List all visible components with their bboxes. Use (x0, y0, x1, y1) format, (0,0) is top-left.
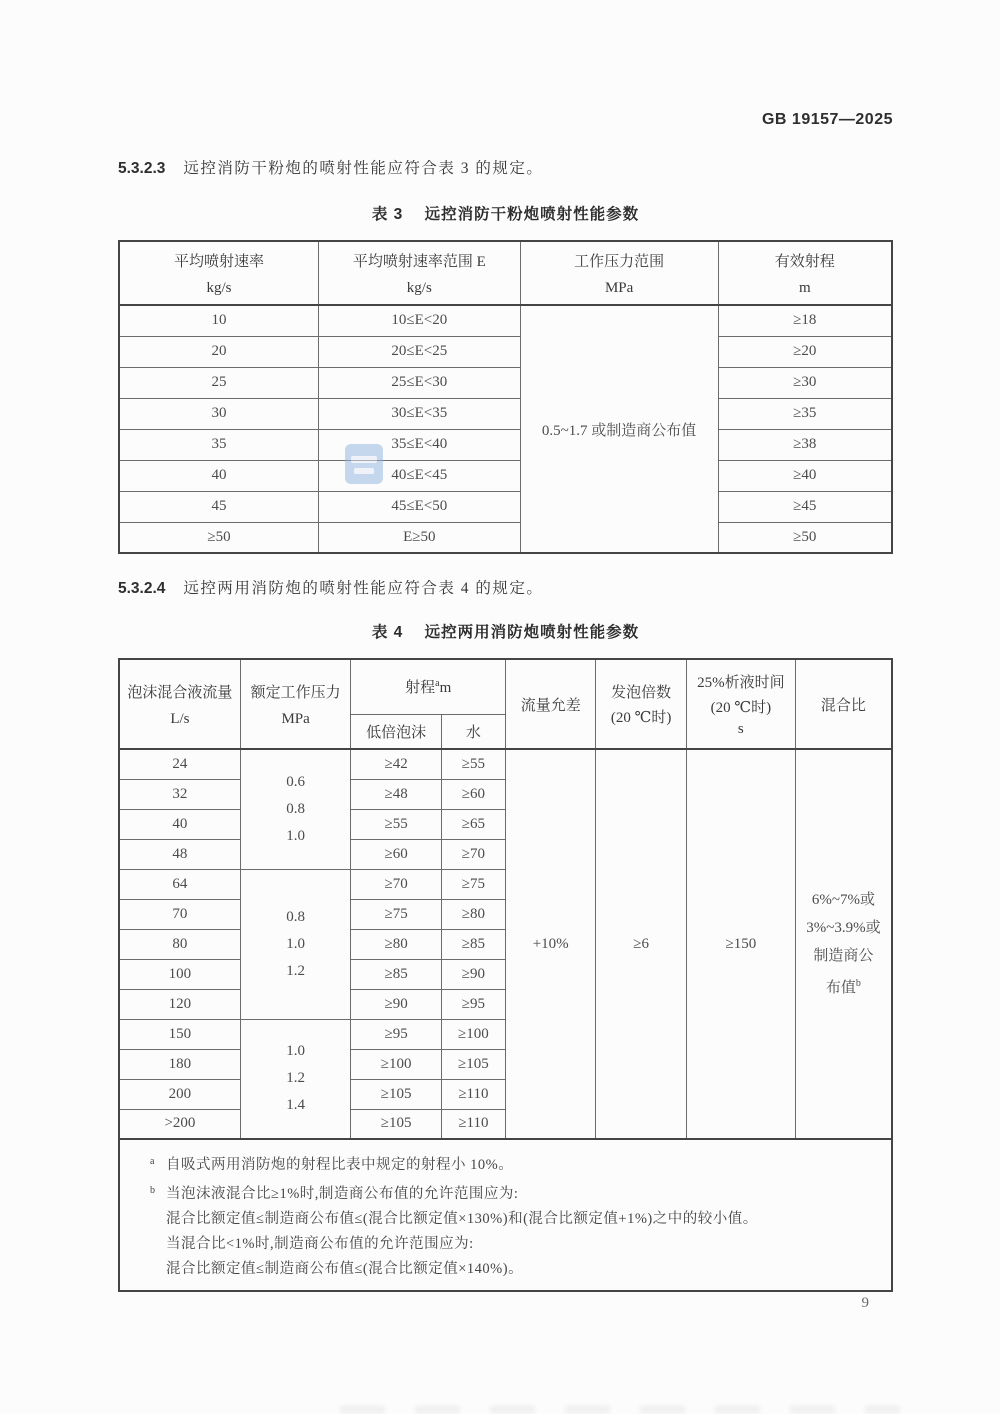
table-cell: 45≤E<50 (318, 491, 520, 522)
table-cell: 64 (119, 869, 240, 899)
table4-tolerance-merged-cell: +10% (505, 749, 595, 1139)
table4-drainage-merged-cell: ≥150 (686, 749, 795, 1139)
table4-pressure-group-2: 0.8 1.0 1.2 (240, 869, 351, 1019)
table-row (119, 491, 892, 522)
table-cell: ≥110 (441, 1109, 505, 1139)
table-cell: 20≤E<25 (318, 336, 520, 367)
table3-caption-label: 表 3 (371, 206, 404, 223)
table4-header-tolerance: 流量允差 (505, 659, 595, 749)
table4-header-drainage: 25%析液时间 (20 ℃时) s (686, 659, 795, 749)
table-cell: ≥50 (119, 522, 318, 553)
table-cell: 10≤E<20 (318, 305, 520, 336)
table3-header-pressure: 工作压力范围 MPa (520, 241, 718, 305)
table3-header-range: 平均喷射速率范围 E kg/s (318, 241, 520, 305)
table-cell: ≥55 (351, 809, 441, 839)
table-cell: ≥100 (351, 1049, 441, 1079)
section-text: 远控两用消防炮的喷射性能应符合表 4 的规定。 (183, 580, 544, 597)
table-cell: ≥65 (441, 809, 505, 839)
watermark-text-smudge (354, 468, 374, 474)
page-bleed-through (340, 1406, 900, 1413)
table-cell: ≥110 (441, 1079, 505, 1109)
table-cell: 40≤E<45 (318, 460, 520, 491)
table-cell: ≥30 (718, 367, 892, 398)
table-cell: 200 (119, 1079, 240, 1109)
table-cell: ≥85 (351, 959, 441, 989)
table-cell: 48 (119, 839, 240, 869)
table4-footnotes (119, 1139, 892, 1291)
table-cell: ≥85 (441, 929, 505, 959)
table4-header-foam: 低倍泡沫 (351, 714, 441, 749)
table-cell: ≥100 (441, 1019, 505, 1049)
table-row (119, 749, 892, 779)
table-cell: 35 (119, 429, 318, 460)
table-cell: ≥95 (351, 1019, 441, 1049)
table-cell: 30≤E<35 (318, 398, 520, 429)
table-cell: ≥70 (441, 839, 505, 869)
table-cell: E≥50 (318, 522, 520, 553)
table-cell: 30 (119, 398, 318, 429)
table-cell: 40 (119, 460, 318, 491)
table-cell: 100 (119, 959, 240, 989)
table-cell: ≥80 (351, 929, 441, 959)
table-row (119, 398, 892, 429)
table-cell: ≥55 (441, 749, 505, 779)
table4-header-flow: 泡沫混合液流量 L/s (119, 659, 240, 749)
table-cell: ≥105 (351, 1079, 441, 1109)
table-cell: ≥95 (441, 989, 505, 1019)
footnote-line: 当混合比<1%时,制造商公布值的允许范围应为: (166, 1236, 474, 1252)
footnote-line: 混合比额定值≤制造商公布值≤(混合比额定值×140%)。 (166, 1261, 524, 1277)
table-cell: 25≤E<30 (318, 367, 520, 398)
standard-number: GB 19157—2025 (761, 111, 893, 128)
footnote-line: a 自吸式两用消防炮的射程比表中规定的射程小 10%。 (150, 1156, 514, 1173)
table4-header-expansion: 发泡倍数 (20 ℃时) (596, 659, 686, 749)
table3-header-distance: 有效射程 m (718, 241, 892, 305)
table-cell: ≥38 (718, 429, 892, 460)
page-content (118, 0, 893, 1292)
table-cell: ≥105 (351, 1109, 441, 1139)
footnote-line: 混合比额定值≤制造商公布值≤(混合比额定值×130%)和(混合比额定值+1%)之中的较小值。 (166, 1211, 758, 1227)
table-cell: 35≤E<40 (318, 429, 520, 460)
table-cell: ≥45 (718, 491, 892, 522)
table4-header-range: 射程$^a$m (351, 659, 506, 714)
table3-header-rate: 平均喷射速率 kg/s (119, 241, 318, 305)
table-cell: ≥80 (441, 899, 505, 929)
table-cell: 25 (119, 367, 318, 398)
table-row (119, 522, 892, 553)
watermark (345, 444, 383, 484)
section-text: 远控消防干粉炮的喷射性能应符合表 3 的规定。 (183, 160, 544, 177)
table-cell: 40 (119, 809, 240, 839)
table-cell: ≥60 (351, 839, 441, 869)
table-cell: ≥18 (718, 305, 892, 336)
table-row (119, 460, 892, 491)
table3-caption-title: 远控消防干粉炮喷射性能参数 (424, 206, 640, 223)
table-cell: ≥40 (718, 460, 892, 491)
section-number: 5.3.2.4 (118, 580, 166, 597)
table-cell: 120 (119, 989, 240, 1019)
table4-header-pressure: 额定工作压力 MPa (240, 659, 351, 749)
table-cell: ≥60 (441, 779, 505, 809)
section-number: 5.3.2.3 (118, 160, 166, 177)
table-cell: ≥90 (351, 989, 441, 1019)
table-row (119, 367, 892, 398)
table-cell: 24 (119, 749, 240, 779)
table4-pressure-group-1: 0.6 0.8 1.0 (240, 749, 351, 869)
table-cell: 10 (119, 305, 318, 336)
table-row (119, 305, 892, 336)
section-5-3-2-4 (118, 576, 893, 598)
table3 (118, 240, 893, 554)
table4-header-ratio: 混合比 (795, 659, 892, 749)
watermark-text-smudge (351, 456, 377, 463)
table4-caption-label: 表 4 (371, 624, 404, 641)
table-row (119, 336, 892, 367)
table-cell: >200 (119, 1109, 240, 1139)
table4 (118, 658, 893, 1292)
table-cell: 150 (119, 1019, 240, 1049)
table-cell: ≥48 (351, 779, 441, 809)
table4-ratio-merged-cell: 6%~7%或 3%~3.9%或 制造商公 布值$^b$ (795, 749, 892, 1139)
table-cell: ≥50 (718, 522, 892, 553)
table-cell: 20 (119, 336, 318, 367)
table-cell: ≥20 (718, 336, 892, 367)
table3-pressure-merged-cell: 0.5~1.7 或制造商公布值 (520, 305, 718, 553)
table-cell: 45 (119, 491, 318, 522)
table-cell: 70 (119, 899, 240, 929)
table4-expansion-merged-cell: ≥6 (596, 749, 686, 1139)
section-5-3-2-3 (118, 156, 893, 178)
table4-footnotes-row (119, 1139, 892, 1291)
page-number: 9 (861, 1295, 869, 1311)
table-cell: 180 (119, 1049, 240, 1079)
table3-caption (118, 202, 893, 224)
table-cell: ≥70 (351, 869, 441, 899)
footnote-line: b 当泡沫液混合比≥1%时,制造商公布值的允许范围应为: (150, 1185, 519, 1202)
table-row (119, 429, 892, 460)
table-cell: ≥35 (718, 398, 892, 429)
table-cell: ≥90 (441, 959, 505, 989)
table4-caption (118, 620, 893, 642)
table4-caption-title: 远控两用消防炮喷射性能参数 (424, 624, 640, 641)
table-cell: ≥105 (441, 1049, 505, 1079)
table-cell: 80 (119, 929, 240, 959)
table-cell: ≥42 (351, 749, 441, 779)
table-cell: ≥75 (441, 869, 505, 899)
table-cell: 32 (119, 779, 240, 809)
table4-header-water: 水 (441, 714, 505, 749)
table-cell: ≥75 (351, 899, 441, 929)
table4-pressure-group-3: 1.0 1.2 1.4 (240, 1019, 351, 1139)
